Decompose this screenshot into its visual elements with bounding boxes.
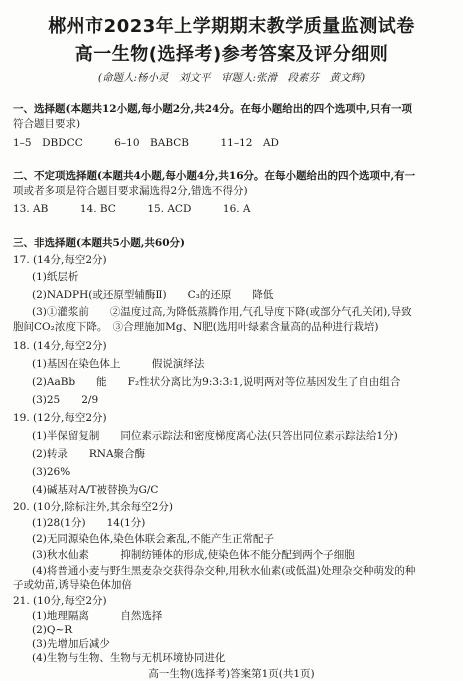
answers-1-12: 1–5 DBDCC 6–10 BABCB 11–12 AD (13, 137, 279, 149)
answer-20-2: (2)无同源染色体,染色体联会紊乱,不能产生正常配子 (32, 533, 275, 545)
section-3-heading: 三、非选择题(本题共5小题,共60分) (13, 237, 186, 249)
answer-20-3: (3)秋水仙素 抑制纺锤体的形成,使染色体不能分配到两个子细胞 (32, 549, 355, 561)
answer-17-3: (3)①灌浆前 ②温度过高,为降低蒸腾作用,气孔导度下降(或部分气孔关闭),导致 (32, 306, 412, 318)
answer-18-3: (3)25 2/9 (32, 394, 99, 406)
answer-21-3: (3)先增加后减少 (32, 638, 110, 650)
answer-20-4: (4)将普通小麦与野生黑麦杂交获得杂交种,用秋水仙素(或低温)处理杂交种萌发的种 (32, 565, 416, 577)
question-20-heading: 20. (10分,除标注外,其余每空2分) (13, 501, 173, 513)
question-19-heading: 19. (12分,每空2分) (13, 412, 107, 424)
answer-19-1: (1)半保留复制 同位素示踪法和密度梯度离心法(只答出同位素示踪法给1分) (32, 430, 398, 442)
answers-13-16: 13. AB 14. BC 15. ACD 16. A (13, 203, 251, 215)
answer-20-4-cont: 子或幼苗,诱导染色体加倍 (13, 579, 132, 591)
answer-21-2: (2)Q~R (32, 624, 73, 636)
page-subtitle: 高一生物(选择考)参考答案及评分细则 (74, 44, 389, 65)
section-1-heading-cont: 符合题目要求) (13, 118, 81, 130)
answer-17-1: (1)纸层析 (32, 271, 79, 283)
answer-20-1: (1)28(1分) 14(1分) (32, 517, 146, 529)
section-2-heading-cont: 项或者多项是符合题目要求漏选得2分,错选不得分) (13, 185, 248, 197)
authors-line: (命题人:杨小灵 刘文平 审题人:张滑 段素芬 黄文辉) (97, 72, 366, 84)
section-1-heading: 一、选择题(本题共12小题,每小题2分,共24分。在每小题给出的四个选项中,只有一项 (13, 103, 412, 115)
question-21-heading: 21. (10分,每空2分) (13, 595, 107, 607)
answer-19-2: (2)转录 RNA聚合酶 (32, 448, 146, 460)
question-18-heading: 18. (14分,每空2分) (13, 340, 107, 352)
answer-21-1: (1)地理隔离 自然选择 (32, 610, 163, 622)
question-17-heading: 17. (14分,每空2分) (13, 254, 107, 266)
page-footer: 高一生物(选择考)答案第1页(共1页) (148, 668, 315, 680)
section-2-heading: 二、不定项选择题(本题共4小题,每小题4分,共16分。在每小题给出的四个选项中,有一 (13, 170, 416, 182)
answer-21-4: (4)生物与生物、生物与无机环境协同进化 (32, 652, 226, 664)
page-title: 郴州市2023年上学期期末教学质量监测试卷 (48, 16, 415, 37)
answer-18-1: (1)基因在染色体上 假说演绎法 (32, 358, 205, 370)
answer-18-2: (2)AaBb 能 F₂性状分离比为9:3:3:1,说明两对等位基因发生了自由组合 (32, 376, 401, 388)
answer-17-2: (2)NADPH(或还原型辅酶Ⅱ) C₃的还原 降低 (32, 289, 274, 301)
answer-17-3-cont: 胞间CO₂浓度下降。 ③合理施加Mg、N肥(选用叶绿素含量高的品种进行栽培) (13, 321, 379, 333)
answer-19-4: (4)碱基对A/T被替换为G/C (32, 484, 159, 496)
answer-19-3: (3)26% (32, 466, 71, 478)
